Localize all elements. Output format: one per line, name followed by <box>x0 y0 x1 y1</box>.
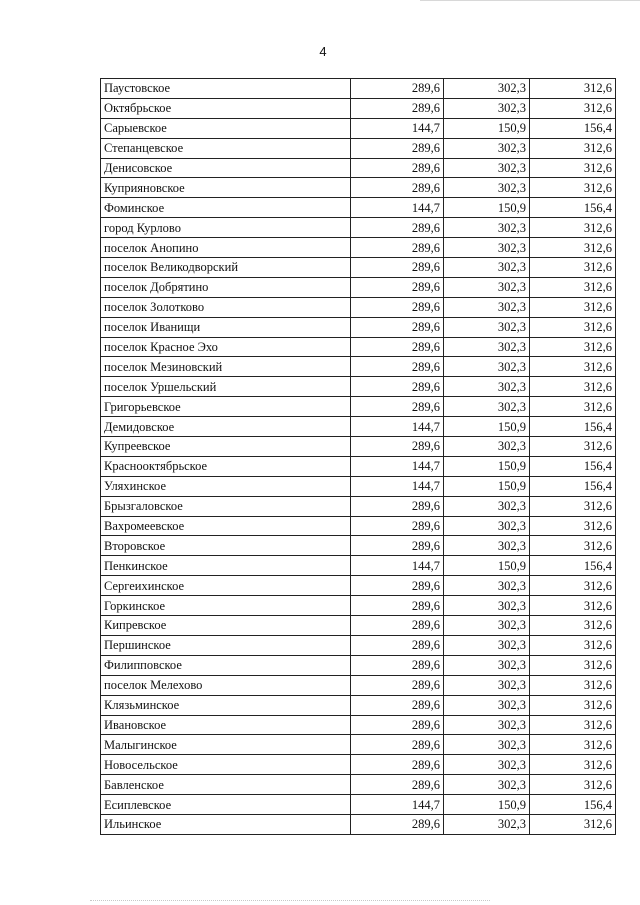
value-cell-3: 312,6 <box>530 655 616 675</box>
value-cell-3: 312,6 <box>530 79 616 99</box>
value-cell-3: 312,6 <box>530 576 616 596</box>
table-row <box>101 397 616 417</box>
settlement-name-cell: Першинское <box>101 635 351 655</box>
table-row <box>101 596 616 616</box>
value-cell-2: 150,9 <box>444 456 530 476</box>
value-cell-3: 312,6 <box>530 138 616 158</box>
value-cell-1: 144,7 <box>351 417 444 437</box>
value-cell-2: 150,9 <box>444 795 530 815</box>
settlement-name-cell: Ивановское <box>101 715 351 735</box>
value-cell-3: 156,4 <box>530 417 616 437</box>
value-cell-2: 302,3 <box>444 596 530 616</box>
table-row <box>101 79 616 99</box>
value-cell-2: 302,3 <box>444 277 530 297</box>
value-cell-3: 312,6 <box>530 178 616 198</box>
value-cell-1: 289,6 <box>351 755 444 775</box>
table-row <box>101 138 616 158</box>
value-cell-2: 302,3 <box>444 258 530 278</box>
value-cell-1: 289,6 <box>351 258 444 278</box>
settlement-name-cell: Демидовское <box>101 417 351 437</box>
value-cell-3: 156,4 <box>530 456 616 476</box>
value-cell-1: 289,6 <box>351 536 444 556</box>
value-cell-2: 302,3 <box>444 536 530 556</box>
settlement-name-cell: Григорьевское <box>101 397 351 417</box>
value-cell-1: 289,6 <box>351 775 444 795</box>
value-cell-1: 289,6 <box>351 158 444 178</box>
value-cell-1: 289,6 <box>351 397 444 417</box>
value-cell-2: 302,3 <box>444 576 530 596</box>
scan-edge-mark <box>420 0 640 4</box>
value-cell-1: 289,6 <box>351 357 444 377</box>
settlement-name-cell: поселок Мелехово <box>101 675 351 695</box>
table-row <box>101 317 616 337</box>
table-row <box>101 496 616 516</box>
value-cell-2: 302,3 <box>444 158 530 178</box>
value-cell-2: 302,3 <box>444 655 530 675</box>
settlement-name-cell: Кипревское <box>101 616 351 636</box>
table-row <box>101 437 616 457</box>
settlement-name-cell: Денисовское <box>101 158 351 178</box>
value-cell-3: 312,6 <box>530 635 616 655</box>
value-cell-2: 302,3 <box>444 79 530 99</box>
table-row <box>101 218 616 238</box>
table-row <box>101 357 616 377</box>
table-row <box>101 198 616 218</box>
value-cell-3: 312,6 <box>530 536 616 556</box>
value-cell-1: 289,6 <box>351 238 444 258</box>
value-cell-1: 289,6 <box>351 496 444 516</box>
settlement-name-cell: поселок Красное Эхо <box>101 337 351 357</box>
value-cell-3: 156,4 <box>530 118 616 138</box>
value-cell-3: 312,6 <box>530 238 616 258</box>
table-row <box>101 735 616 755</box>
value-cell-1: 289,6 <box>351 437 444 457</box>
value-cell-2: 302,3 <box>444 377 530 397</box>
settlement-name-cell: поселок Великодворский <box>101 258 351 278</box>
table-row <box>101 655 616 675</box>
value-cell-3: 312,6 <box>530 814 616 834</box>
value-cell-3: 312,6 <box>530 616 616 636</box>
value-cell-1: 289,6 <box>351 297 444 317</box>
value-cell-3: 312,6 <box>530 98 616 118</box>
value-cell-3: 312,6 <box>530 297 616 317</box>
value-cell-2: 150,9 <box>444 417 530 437</box>
value-cell-2: 302,3 <box>444 178 530 198</box>
value-cell-2: 302,3 <box>444 238 530 258</box>
value-cell-2: 302,3 <box>444 397 530 417</box>
table-row <box>101 616 616 636</box>
settlement-name-cell: поселок Мезиновский <box>101 357 351 377</box>
settlement-name-cell: поселок Анопино <box>101 238 351 258</box>
value-cell-1: 289,6 <box>351 596 444 616</box>
settlement-name-cell: Пенкинское <box>101 556 351 576</box>
settlement-name-cell: Ильинское <box>101 814 351 834</box>
value-cell-3: 312,6 <box>530 397 616 417</box>
value-cell-1: 289,6 <box>351 616 444 636</box>
settlement-name-cell: Бавленское <box>101 775 351 795</box>
settlement-name-cell: поселок Золотково <box>101 297 351 317</box>
value-cell-1: 289,6 <box>351 516 444 536</box>
value-cell-3: 312,6 <box>530 357 616 377</box>
table-row <box>101 695 616 715</box>
settlement-name-cell: Фоминское <box>101 198 351 218</box>
table-row <box>101 238 616 258</box>
value-cell-3: 156,4 <box>530 198 616 218</box>
settlement-name-cell: Второвское <box>101 536 351 556</box>
settlement-name-cell: Малыгинское <box>101 735 351 755</box>
value-cell-3: 156,4 <box>530 476 616 496</box>
table-row <box>101 814 616 834</box>
value-cell-1: 289,6 <box>351 79 444 99</box>
table-row <box>101 417 616 437</box>
settlement-name-cell: Горкинское <box>101 596 351 616</box>
value-cell-1: 289,6 <box>351 178 444 198</box>
settlement-name-cell: Брызгаловское <box>101 496 351 516</box>
value-cell-3: 312,6 <box>530 317 616 337</box>
table-row <box>101 635 616 655</box>
value-cell-1: 289,6 <box>351 317 444 337</box>
value-cell-1: 144,7 <box>351 456 444 476</box>
table-row <box>101 377 616 397</box>
settlement-name-cell: Новосельское <box>101 755 351 775</box>
value-cell-2: 302,3 <box>444 496 530 516</box>
table-row <box>101 178 616 198</box>
table-row <box>101 795 616 815</box>
value-cell-2: 302,3 <box>444 755 530 775</box>
value-cell-1: 289,6 <box>351 337 444 357</box>
settlement-name-cell: Сарыевское <box>101 118 351 138</box>
table-row <box>101 258 616 278</box>
settlement-name-cell: поселок Иванищи <box>101 317 351 337</box>
value-cell-3: 312,6 <box>530 258 616 278</box>
scan-bottom-mark <box>90 900 490 903</box>
value-cell-2: 302,3 <box>444 675 530 695</box>
value-cell-3: 312,6 <box>530 715 616 735</box>
value-cell-2: 302,3 <box>444 814 530 834</box>
value-cell-3: 312,6 <box>530 775 616 795</box>
value-cell-3: 312,6 <box>530 437 616 457</box>
value-cell-1: 289,6 <box>351 635 444 655</box>
value-cell-1: 144,7 <box>351 556 444 576</box>
value-cell-1: 289,6 <box>351 675 444 695</box>
settlement-name-cell: Сергеихинское <box>101 576 351 596</box>
settlement-name-cell: город Курлово <box>101 218 351 238</box>
value-cell-1: 289,6 <box>351 98 444 118</box>
settlement-name-cell: Октябрьское <box>101 98 351 118</box>
value-cell-2: 302,3 <box>444 138 530 158</box>
value-cell-3: 312,6 <box>530 277 616 297</box>
value-cell-2: 302,3 <box>444 516 530 536</box>
value-cell-2: 302,3 <box>444 735 530 755</box>
settlement-name-cell: Куприяновское <box>101 178 351 198</box>
value-cell-3: 312,6 <box>530 755 616 775</box>
table-row <box>101 297 616 317</box>
settlement-name-cell: Клязьминское <box>101 695 351 715</box>
table-row <box>101 536 616 556</box>
table-row <box>101 715 616 735</box>
settlement-name-cell: Филипповское <box>101 655 351 675</box>
value-cell-2: 150,9 <box>444 198 530 218</box>
table-row <box>101 118 616 138</box>
value-cell-1: 289,6 <box>351 715 444 735</box>
table-row <box>101 755 616 775</box>
table-row <box>101 277 616 297</box>
value-cell-3: 312,6 <box>530 377 616 397</box>
value-cell-1: 289,6 <box>351 735 444 755</box>
table-row <box>101 337 616 357</box>
value-cell-2: 150,9 <box>444 556 530 576</box>
value-cell-1: 289,6 <box>351 377 444 397</box>
table-row <box>101 98 616 118</box>
value-cell-1: 289,6 <box>351 138 444 158</box>
settlement-name-cell: Степанцевское <box>101 138 351 158</box>
value-cell-3: 156,4 <box>530 795 616 815</box>
value-cell-2: 302,3 <box>444 635 530 655</box>
allocation-table <box>100 78 616 835</box>
value-cell-1: 289,6 <box>351 695 444 715</box>
value-cell-3: 312,6 <box>530 735 616 755</box>
table-row <box>101 576 616 596</box>
table-row <box>101 476 616 496</box>
table-row <box>101 775 616 795</box>
settlement-name-cell: Краснооктябрьское <box>101 456 351 476</box>
settlement-name-cell: Вахромеевское <box>101 516 351 536</box>
value-cell-1: 289,6 <box>351 655 444 675</box>
value-cell-3: 312,6 <box>530 695 616 715</box>
value-cell-3: 312,6 <box>530 337 616 357</box>
value-cell-2: 150,9 <box>444 118 530 138</box>
table-row <box>101 556 616 576</box>
value-cell-3: 312,6 <box>530 158 616 178</box>
value-cell-2: 302,3 <box>444 357 530 377</box>
table-body <box>101 79 616 835</box>
value-cell-3: 312,6 <box>530 675 616 695</box>
value-cell-1: 144,7 <box>351 118 444 138</box>
table-row <box>101 456 616 476</box>
settlement-name-cell: Есиплевское <box>101 795 351 815</box>
value-cell-2: 302,3 <box>444 616 530 636</box>
value-cell-2: 302,3 <box>444 218 530 238</box>
value-cell-1: 144,7 <box>351 795 444 815</box>
value-cell-1: 289,6 <box>351 576 444 596</box>
value-cell-1: 144,7 <box>351 198 444 218</box>
value-cell-3: 312,6 <box>530 516 616 536</box>
value-cell-2: 302,3 <box>444 317 530 337</box>
value-cell-2: 302,3 <box>444 775 530 795</box>
settlement-name-cell: поселок Уршельский <box>101 377 351 397</box>
table-row <box>101 158 616 178</box>
settlement-name-cell: Паустовское <box>101 79 351 99</box>
value-cell-2: 302,3 <box>444 437 530 457</box>
value-cell-3: 312,6 <box>530 218 616 238</box>
table-row <box>101 675 616 695</box>
value-cell-2: 302,3 <box>444 695 530 715</box>
value-cell-3: 156,4 <box>530 556 616 576</box>
value-cell-3: 312,6 <box>530 596 616 616</box>
value-cell-1: 289,6 <box>351 218 444 238</box>
settlement-name-cell: Купреевское <box>101 437 351 457</box>
value-cell-2: 302,3 <box>444 715 530 735</box>
page-number: 4 <box>319 44 327 59</box>
value-cell-2: 302,3 <box>444 337 530 357</box>
value-cell-1: 289,6 <box>351 277 444 297</box>
value-cell-1: 144,7 <box>351 476 444 496</box>
settlement-name-cell: Уляхинское <box>101 476 351 496</box>
value-cell-2: 150,9 <box>444 476 530 496</box>
value-cell-3: 312,6 <box>530 496 616 516</box>
value-cell-2: 302,3 <box>444 98 530 118</box>
table-row <box>101 516 616 536</box>
value-cell-1: 289,6 <box>351 814 444 834</box>
settlement-name-cell: поселок Добрятино <box>101 277 351 297</box>
value-cell-2: 302,3 <box>444 297 530 317</box>
